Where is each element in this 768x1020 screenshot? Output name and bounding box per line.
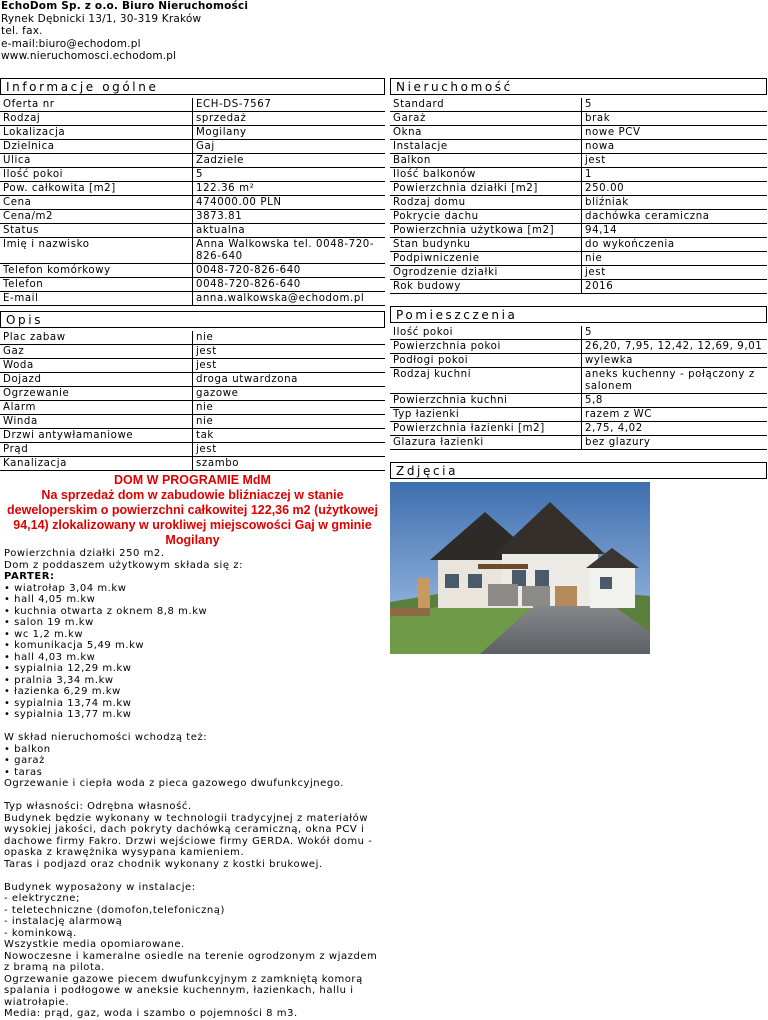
nieruchomosc-row xyxy=(390,210,767,224)
nieruchomosc-value: nowa xyxy=(581,140,767,154)
nieruchomosc-label: Powierzchnia użytkowa [m2] xyxy=(390,224,581,238)
pomieszczenia-value: 5,8 xyxy=(581,394,767,408)
pomieszczenia-label: Rodzaj kuchni xyxy=(390,368,581,394)
opis-value: droga utwardzona xyxy=(192,373,385,387)
pomieszczenia-row xyxy=(390,340,767,354)
nieruchomosc-value: do wykończenia xyxy=(581,238,767,252)
description-parter: PARTER: xyxy=(4,571,55,582)
info-row xyxy=(0,182,385,196)
opis-value: jest xyxy=(192,359,385,373)
opis-value: nie xyxy=(192,401,385,415)
info-row xyxy=(0,140,385,154)
nieruchomosc-label: Standard xyxy=(390,98,581,112)
nieruchomosc-label: Ogrodzenie działki xyxy=(390,266,581,280)
pomieszczenia-label: Powierzchnia kuchni xyxy=(390,394,581,408)
info-row xyxy=(0,264,385,278)
pomieszczenia-row xyxy=(390,436,767,450)
nieruchomosc-row xyxy=(390,196,767,210)
opis-label: Woda xyxy=(0,359,192,373)
info-label: Rodzaj xyxy=(0,112,192,126)
nieruchomosc-label: Rodzaj domu xyxy=(390,196,581,210)
opis-row xyxy=(0,457,385,471)
info-value: 5 xyxy=(192,168,385,182)
info-label: Pow. całkowita [m2] xyxy=(0,182,192,196)
info-row xyxy=(0,238,385,264)
info-value: aktualna xyxy=(192,224,385,238)
opis-row xyxy=(0,443,385,457)
info-row xyxy=(0,126,385,140)
agency-address: Rynek Dębnicki 13/1, 30-319 Kraków xyxy=(1,12,202,25)
info-label: Lokalizacja xyxy=(0,126,192,140)
pomieszczenia-label: Typ łazienki xyxy=(390,408,581,422)
pomieszczenia-value: bez glazury xyxy=(581,436,767,450)
info-row xyxy=(0,112,385,126)
nieruchomosc-label: Garaż xyxy=(390,112,581,126)
pomieszczenia-label: Ilość pokoi xyxy=(390,326,581,340)
info-row xyxy=(0,210,385,224)
pomieszczenia-row xyxy=(390,354,767,368)
nieruchomosc-value: nowe PCV xyxy=(581,126,767,140)
nieruchomosc-value: nie xyxy=(581,252,767,266)
agency-header xyxy=(1,0,248,63)
nieruchomosc-label: Instalacje xyxy=(390,140,581,154)
nieruchomosc-value: jest xyxy=(581,266,767,280)
info-row xyxy=(0,292,385,306)
agency-name: EchoDom Sp. z o.o. Biuro Nieruchomości xyxy=(1,0,249,12)
info-label: Cena/m2 xyxy=(0,210,192,224)
nieruchomosc-value: 1 xyxy=(581,168,767,182)
info-row xyxy=(0,154,385,168)
pomieszczenia-label: Glazura łazienki xyxy=(390,436,581,450)
nieruchomosc-row xyxy=(390,98,767,112)
opis-label: Alarm xyxy=(0,401,192,415)
opis-value: nie xyxy=(192,415,385,429)
opis-row xyxy=(0,373,385,387)
info-row xyxy=(0,224,385,238)
info-label: Cena xyxy=(0,196,192,210)
pomieszczenia-row xyxy=(390,394,767,408)
opis-label: Dojazd xyxy=(0,373,192,387)
opis-value: jest xyxy=(192,443,385,457)
pomieszczenia-value: 2,75, 4,02 xyxy=(581,422,767,436)
pomieszczenia-row xyxy=(390,326,767,340)
nieruchomosc-row xyxy=(390,238,767,252)
pomieszczenia-value: 5 xyxy=(581,326,767,340)
nieruchomosc-value: brak xyxy=(581,112,767,126)
nieruchomosc-label: Stan budynku xyxy=(390,238,581,252)
nieruchomosc-label: Rok budowy xyxy=(390,280,581,294)
info-label: Dzielnica xyxy=(0,140,192,154)
nieruchomosc-value: 5 xyxy=(581,98,767,112)
agency-email: e-mail:biuro@echodom.pl xyxy=(1,37,141,50)
property-photo[interactable] xyxy=(390,482,650,654)
opis-label: Kanalizacja xyxy=(0,457,192,471)
info-label: Telefon xyxy=(0,278,192,292)
info-value: 0048-720-826-640 xyxy=(192,264,385,278)
pomieszczenia-label: Podłogi pokoi xyxy=(390,354,581,368)
pomieszczenia-label: Powierzchnia pokoi xyxy=(390,340,581,354)
info-value: Gaj xyxy=(192,140,385,154)
opis-row xyxy=(0,429,385,443)
pomieszczenia-table xyxy=(390,326,767,450)
info-row xyxy=(0,168,385,182)
opis-value: szambo xyxy=(192,457,385,471)
description-rooms: • wiatrołap 3,04 m.kw • hall 4,05 m.kw • kuchnia otwarta z oknem 8,8 m.kw • salon 19 m.kw • wc 1,2 m.kw • komunikacja 5,49 m.kw • hall 4,03 m.kw • sypialnia 12,29 m.kw • pralnia 3,34 m.kw • łazienka 6,29 m.kw • sypialnia 13,74 m.kw • sypialnia 13,77 m.kw xyxy=(4,582,208,720)
nieruchomosc-row xyxy=(390,126,767,140)
nieruchomosc-label: Pokrycie dachu xyxy=(390,210,581,224)
pomieszczenia-value: wylewka xyxy=(581,354,767,368)
opis-label: Gaz xyxy=(0,345,192,359)
nieruchomosc-value: dachówka ceramiczna xyxy=(581,210,767,224)
opis-value: nie xyxy=(192,331,385,345)
opis-label: Prąd xyxy=(0,443,192,457)
info-label: Telefon komórkowy xyxy=(0,264,192,278)
pomieszczenia-label: Powierzchnia łazienki [m2] xyxy=(390,422,581,436)
nieruchomosc-label: Podpiwniczenie xyxy=(390,252,581,266)
nieruchomosc-row xyxy=(390,168,767,182)
nieruchomosc-label: Balkon xyxy=(390,154,581,168)
opis-value: gazowe xyxy=(192,387,385,401)
nieruchomosc-row xyxy=(390,182,767,196)
opis-row xyxy=(0,415,385,429)
info-value: 474000.00 PLN xyxy=(192,196,385,210)
opis-label: Ogrzewanie xyxy=(0,387,192,401)
pomieszczenia-value: razem z WC xyxy=(581,408,767,422)
info-value: Mogilany xyxy=(192,126,385,140)
info-value: Anna Walkowska tel. 0048-720-826-640 xyxy=(192,238,385,264)
info-value: Zadziele xyxy=(192,154,385,168)
description-heading: DOM W PROGRAMIE MdM Na sprzedaż dom w zabudowie bliźniaczej w stanie deweloperskim o powierzchni całkowitej 122,36 m2 (użytkowej 94,14) zlokalizowany w urokliwej miejscowości Gaj w gminie Mogilany xyxy=(7,473,378,547)
section-title-pomieszczenia: Pomieszczenia xyxy=(390,306,767,323)
nieruchomosc-value: 250.00 xyxy=(581,182,767,196)
agency-www: www.nieruchomosci.echodom.pl xyxy=(1,50,177,63)
opis-value: jest xyxy=(192,345,385,359)
info-value: ECH-DS-7567 xyxy=(192,98,385,112)
pomieszczenia-row xyxy=(390,368,767,394)
info-value: 122.36 m² xyxy=(192,182,385,196)
section-title-opis: Opis xyxy=(0,311,385,328)
opis-value: tak xyxy=(192,429,385,443)
nieruchomosc-row xyxy=(390,280,767,294)
opis-table xyxy=(0,331,385,471)
description-details: W skład nieruchomości wchodzą też: • balkon • garaż • taras Ogrzewanie i ciepła woda z pieca gazowego dwufunkcyjnego. Typ własności: Odrębna własność. Budynek będzie wykonany w technologii tradycyjnej z materiałów wysokiej jakości, dach pokryty dachówką ceramiczną, okna PCV i dachowe firmy Fakro. Drzwi wejściowe firmy GERDA. Wokół domu - opaska z krawężnika wysypana kamieniem. Taras i podjazd oraz chodnik wykonany z kostki brukowej. Budynek wyposażony w instalacje: - elektryczne; - teletechniczne (domofon,telefoniczną) - instalację alarmową - kominkową. Wszystkie media opomiarowane. Nowoczesne i kameralne osiedle na terenie ogrodzonym z wjazdem z bramą na pilota. Ogrzewanie gazowe piecem dwufunkcyjnym z zamkniętą komorą spalania i podłogowe w aneksie kuchennym, łazienkach, hallu i wiatrołapie. Media: prąd, gaz, woda i szambo o pojemności 8 m3. xyxy=(4,732,378,1019)
pomieszczenia-row xyxy=(390,422,767,436)
opis-label: Plac zabaw xyxy=(0,331,192,345)
info-value: 0048-720-826-640 xyxy=(192,278,385,292)
opis-row xyxy=(0,359,385,373)
nieruchomosc-value: bliźniak xyxy=(581,196,767,210)
left-column xyxy=(0,78,385,1020)
nieruchomosc-row xyxy=(390,252,767,266)
pomieszczenia-row xyxy=(390,408,767,422)
info-value: 3873.81 xyxy=(192,210,385,224)
opis-label: Winda xyxy=(0,415,192,429)
description-intro: Powierzchnia działki 250 m2. Dom z poddaszem użytkowym składa się z: xyxy=(4,548,243,571)
nieruchomosc-row xyxy=(390,154,767,168)
opis-row xyxy=(0,345,385,359)
nieruchomosc-value: 2016 xyxy=(581,280,767,294)
description-body xyxy=(0,548,385,1020)
nieruchomosc-label: Ilość balkonów xyxy=(390,168,581,182)
info-row xyxy=(0,278,385,292)
pomieszczenia-value: 26,20, 7,95, 12,42, 12,69, 9,01 xyxy=(581,340,767,354)
nieruchomosc-value: jest xyxy=(581,154,767,168)
nieruchomosc-label: Powierzchnia działki [m2] xyxy=(390,182,581,196)
section-title-zdjecia: Zdjęcia xyxy=(390,462,767,479)
agency-tel: tel. fax. xyxy=(1,25,43,38)
info-label: Ulica xyxy=(0,154,192,168)
opis-row xyxy=(0,401,385,415)
info-row xyxy=(0,196,385,210)
info-label: Oferta nr xyxy=(0,98,192,112)
opis-label: Drzwi antywłamaniowe xyxy=(0,429,192,443)
nieruchomosc-label: Okna xyxy=(390,126,581,140)
nieruchomosc-row xyxy=(390,112,767,126)
nieruchomosc-row xyxy=(390,266,767,280)
info-label: Imię i nazwisko xyxy=(0,238,192,264)
nieruchomosc-value: 94,14 xyxy=(581,224,767,238)
section-title-nieruchomosc: Nieruchomość xyxy=(390,78,767,95)
info-label: Ilość pokoi xyxy=(0,168,192,182)
opis-row xyxy=(0,387,385,401)
nieruchomosc-row xyxy=(390,224,767,238)
nieruchomosc-table xyxy=(390,98,767,294)
info-value: sprzedaż xyxy=(192,112,385,126)
info-table xyxy=(0,98,385,306)
info-label: Status xyxy=(0,224,192,238)
right-column xyxy=(390,78,767,654)
opis-row xyxy=(0,331,385,345)
nieruchomosc-row xyxy=(390,140,767,154)
info-label: E-mail xyxy=(0,292,192,306)
info-row xyxy=(0,98,385,112)
section-title-info: Informacje ogólne xyxy=(0,78,385,95)
info-value: anna.walkowska@echodom.pl xyxy=(192,292,385,306)
pomieszczenia-value: aneks kuchenny - połączony z salonem xyxy=(581,368,767,394)
